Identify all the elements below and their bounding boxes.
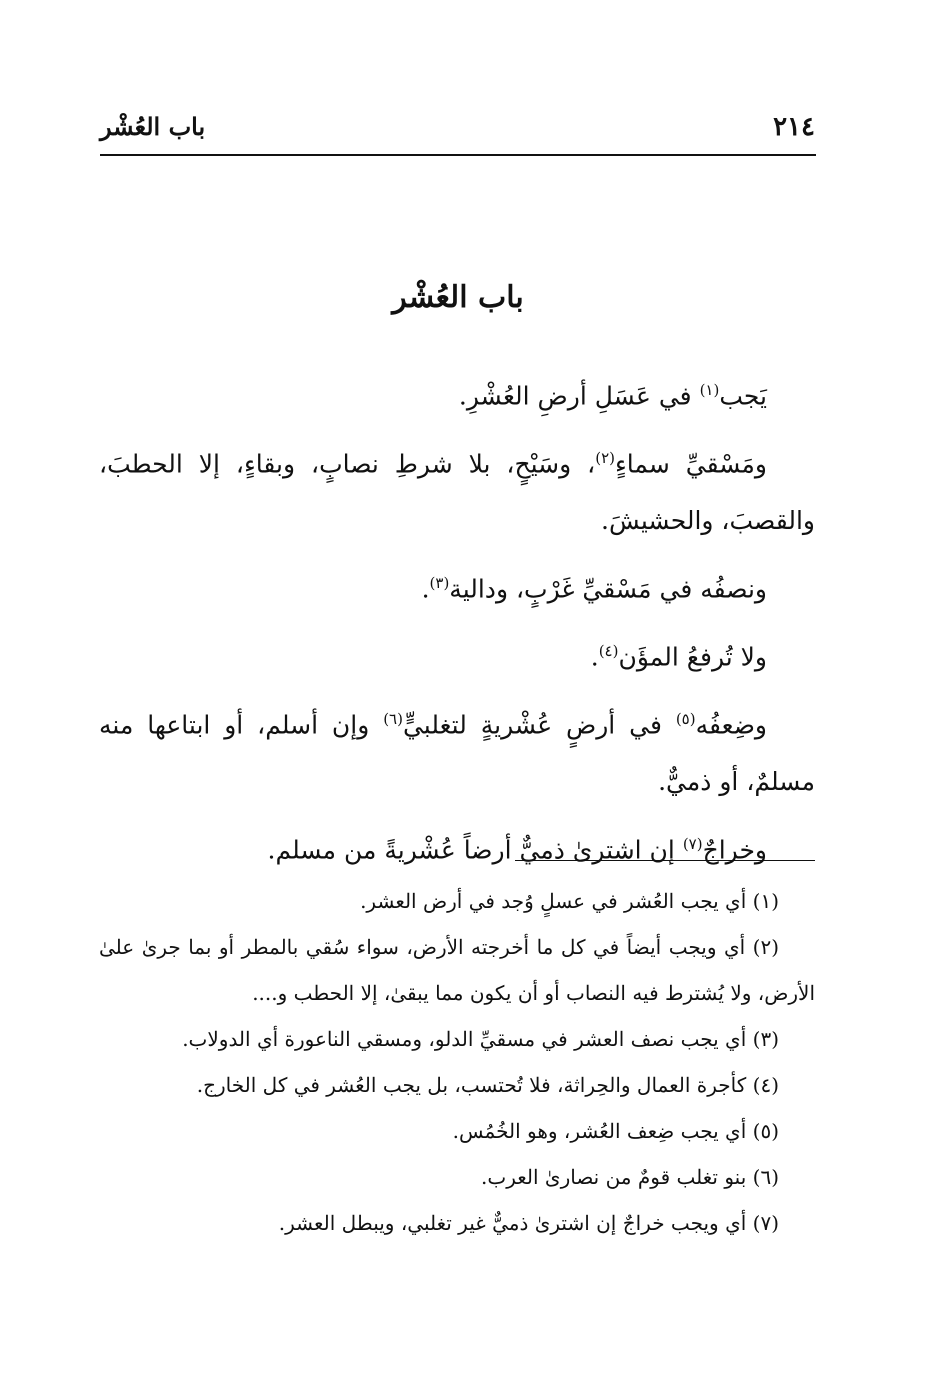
footnote-ref: (٧) bbox=[682, 834, 703, 853]
footnote: (٦) بنو تغلب قومٌ من نصارىٰ العرب. bbox=[481, 1165, 779, 1189]
footnote-ref: (٣) bbox=[429, 573, 450, 592]
paragraph: وخراجٌ$^{(٧)}$ إن اشترىٰ ذميٌّ أرضاً عُشْريةً من مسلم. bbox=[267, 834, 767, 864]
paragraph: ولا تُرفعُ المؤَن$^{(٤)}$. bbox=[590, 641, 767, 672]
footnote: (٢) أي ويجب أيضاً في كل ما أخرجته الأرض، سواء سُقي بالمطر أو بما جرىٰ علىٰ الأرض، ولا يُشترط فيه النصاب أو أن يكون مما يبقىٰ، إلا الحطب و.... bbox=[99, 935, 815, 1005]
footnote: (٣) أي يجب نصف العشر في مسقيِّ الدلو، ومسقي الناعورة أي الدولاب. bbox=[182, 1027, 779, 1051]
footnote-separator bbox=[515, 860, 815, 861]
paragraph: يَجب$^{(١)}$ في عَسَلِ أرضِ العُشْرِ. bbox=[458, 381, 767, 411]
footnote-ref: (٦) bbox=[383, 710, 403, 729]
running-title: باب العُشْر bbox=[100, 112, 206, 141]
footnote-ref: (٥) bbox=[675, 710, 696, 729]
footnote: (١) أي يجب العُشر في عسلٍ وُجد في أرض العشر. bbox=[360, 889, 779, 913]
paragraph: وضِعفُه$^{(٥)}$ في أرضٍ عُشْريةٍ لتغلبيٍّ$^{(٦)}$ وإن أسلم، أو ابتاعها منه مسلمٌ، أو ذميٌّ. bbox=[99, 710, 815, 796]
page-number: ٢١٤ bbox=[773, 112, 815, 142]
footnote: (٧) أي ويجب خراجٌ إن اشترىٰ ذميٌّ غير تغلبي، ويبطل العشر. bbox=[278, 1211, 779, 1235]
footnotes bbox=[99, 878, 815, 1246]
paragraph: ونصفُه في مَسْقيِّ غَرْبٍ، ودالية$^{(٣)}$. bbox=[421, 573, 767, 603]
footnote: (٥) أي يجب ضِعف العُشر، وهو الخُمُس. bbox=[452, 1119, 779, 1143]
main-text bbox=[99, 362, 815, 884]
footnote-ref: (٤) bbox=[598, 641, 619, 660]
chapter-title: باب العُشْر bbox=[392, 280, 524, 315]
footnote: (٤) كأجرة العمال والحِراثة، فلا تُحتسب، بل يجب العُشر في كل الخارج. bbox=[196, 1073, 779, 1097]
paragraph: ومَسْقيِّ سماءٍ$^{(٢)}$، وسَيْحٍ، بلا شرطِ نصابٍ، وبقاءٍ، إلا الحطبَ، والقصبَ، والحشيشَ. bbox=[99, 449, 815, 535]
footnote-ref: (١) bbox=[699, 381, 720, 399]
footnote-ref: (٢) bbox=[595, 449, 616, 468]
header-rule bbox=[100, 154, 816, 156]
